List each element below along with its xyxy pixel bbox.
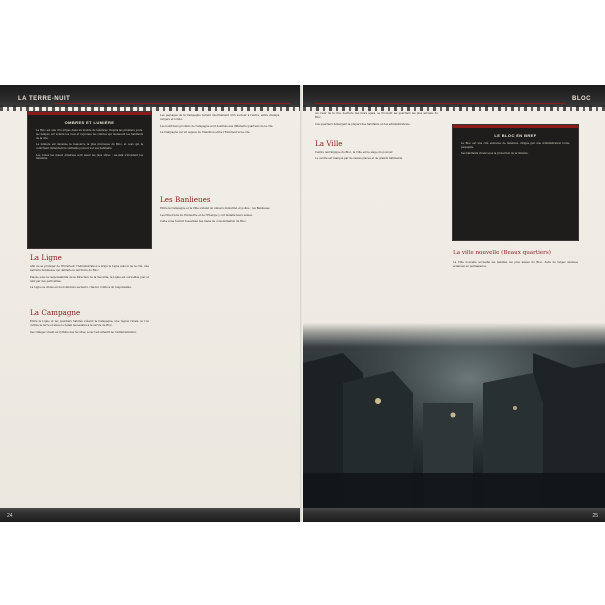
paragraph: Afin de se protéger de l'Extérieur, l'Administration a érigé la Ligne autour de la cité, une barrière lumineuse qui délimite le territoire du Bloc. bbox=[30, 265, 149, 272]
left-footer-band bbox=[0, 508, 302, 522]
sidebar-paragraph: Le Bloc est une cité entourée de ténèbres, dirigée par une Administration toute-puissante. bbox=[461, 142, 570, 149]
sidebar-paragraph: La lumière est devenue la ressource la plus précieuse du Bloc, et ceux qui la contrôlent détiennent le véritable pouvoir sur ses habitants. bbox=[36, 143, 143, 151]
sidebar-paragraph: Le Bloc est une cité érigée dans un monde de ténèbres. Depuis les premiers jours, les lampes ont éclairé les rues et repoussé les ombres qui menacent les habitants de la cité. bbox=[36, 129, 143, 140]
heading-ville-nouvelle: La ville nouvelle (Beaux quartiers) bbox=[453, 250, 551, 256]
paragraph: Placée sous la responsabilité de la Direction de la Sécurité, la Ligne est surveillée jour et nuit par des patrouilles. bbox=[30, 275, 149, 283]
right-page bbox=[303, 85, 605, 522]
paragraph: Centre névralgique du Bloc, la Ville est le siège du pouvoir. bbox=[315, 150, 394, 154]
heading-la-campagne: La Campagne bbox=[30, 308, 81, 317]
book-spread bbox=[0, 85, 605, 522]
left-column-1 bbox=[30, 249, 149, 337]
paragraph: Les Directions de l'Industrie et de l'Énergie y ont installé leurs usines. bbox=[160, 213, 253, 217]
right-running-title: BLOC bbox=[572, 96, 591, 102]
sidebar-paragraph: Ses habitants vivent sous la protection de la lumière. bbox=[461, 152, 529, 156]
right-page-number: 25 bbox=[592, 513, 598, 519]
paragraph: Les nombreux produits de Campagne sont destinés aux différents quartiers de la cité. bbox=[160, 124, 274, 128]
heading-la-ligne: La Ligne bbox=[30, 253, 62, 262]
paragraph: Les paysages de la Campagne varient énormément d'un secteur à l'autre, entre champs, vergers et forêts. bbox=[160, 114, 280, 121]
sidebar-title: OMBRES ET LUMIÈRE bbox=[64, 120, 115, 125]
paragraph: La Campagne est un espace de transition entre l'Extérieur et la cité. bbox=[160, 131, 251, 134]
paragraph: Entre la Ligne et les quartiers habités s'étend la Campagne, une région rurale où l'on cultive la terre et élève le bétail nécessaire à la survie du Bloc. bbox=[30, 320, 149, 327]
paragraph: Ses villages vivent au rythme des récoltes, sous l'œil attentif de l'Administration. bbox=[30, 330, 137, 334]
paragraph: Le centre est marqué par de vastes places et de grands bâtiments. bbox=[315, 157, 403, 160]
left-header-rule bbox=[55, 103, 290, 104]
paragraph: La Ville nouvelle accueille les familles les plus aisées du Bloc, dans de larges avenues éclairées en permanence. bbox=[453, 261, 578, 268]
sidebar-title: LE BLOC EN BREF bbox=[494, 133, 537, 138]
sidebar-ombres-lumiere bbox=[28, 112, 151, 248]
paragraph: Cette zone fournit l'essentiel des biens de consommation du Bloc. bbox=[160, 220, 247, 223]
left-page-number: 24 bbox=[7, 513, 13, 519]
sidebar-bloc-en-bref bbox=[453, 125, 578, 240]
left-running-title: LA TERRE-NUIT bbox=[18, 96, 71, 102]
city-illustration bbox=[303, 323, 605, 508]
left-page bbox=[0, 85, 302, 522]
paragraph: La Ligne se divise en de nombreux secteurs, chacun confié à un responsable. bbox=[30, 286, 132, 289]
sidebar-paragraph: Les zones les mieux éclairées sont aussi les plus sûres ; au-delà s'étendent les ténèbres. bbox=[36, 153, 143, 161]
heading-la-ville: La Ville bbox=[315, 138, 343, 148]
paragraph: Ces quartiers hébergent la plupart des habitants et des administrations. bbox=[315, 122, 411, 126]
left-column-2 bbox=[160, 114, 280, 227]
paragraph: Entre la Campagne et la Ville s'étend un univers industriel et pollué : les Banlieues. bbox=[160, 207, 271, 210]
right-column-1 bbox=[315, 112, 438, 164]
heading-les-banlieues: Les Banlieues bbox=[160, 195, 211, 204]
paragraph: Au cœur de la cité, derrière des murs épais, se trouvent les quartiers les plus anciens du Bloc. bbox=[315, 112, 438, 119]
right-header-rule bbox=[315, 103, 565, 104]
right-footer-band bbox=[303, 508, 605, 522]
right-column-2 bbox=[453, 245, 578, 272]
